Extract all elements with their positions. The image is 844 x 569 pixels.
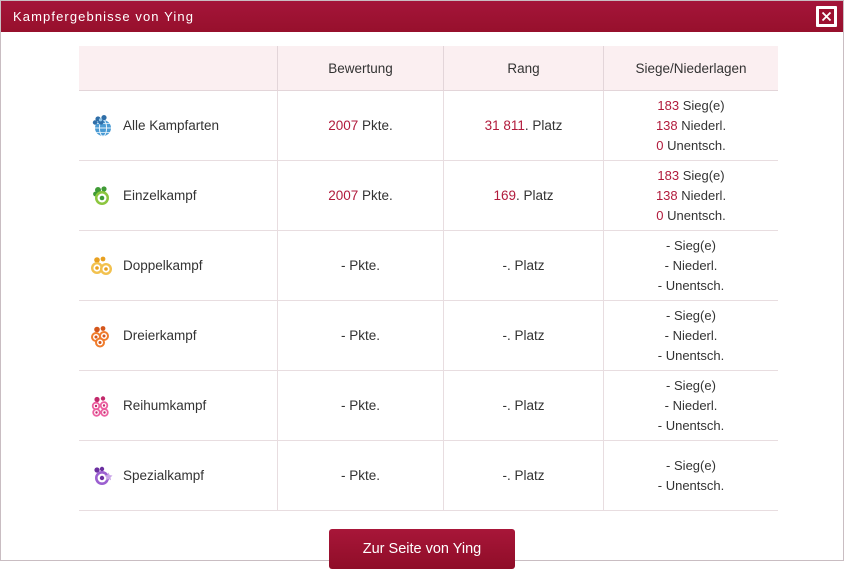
row-bewertung-cell: [278, 441, 444, 511]
row-siege-niederlagen-cell: [604, 161, 779, 231]
row-bewertung-cell: [278, 161, 444, 231]
rang-value: -: [502, 398, 507, 413]
round-robin-icon: [89, 393, 115, 419]
siege-label: Sieg(e): [674, 377, 716, 393]
row-rang-cell: [444, 91, 604, 161]
row-bewertung-cell: [278, 301, 444, 371]
rang-value: -: [502, 468, 507, 483]
rang-value: 31 811: [484, 118, 525, 133]
bewertung-unit: Pkte.: [362, 188, 393, 203]
rang-value: 169: [493, 188, 516, 203]
dialog-title: Kampfergebnisse von Ying: [13, 9, 195, 24]
niederlagen-label: Niederl.: [672, 257, 718, 273]
row-rang-cell: [444, 371, 604, 441]
triple-combat-icon: [89, 323, 115, 349]
siege-label: Sieg(e): [674, 307, 716, 323]
single-combat-icon: [89, 183, 115, 209]
niederlagen-value: 138: [655, 187, 678, 203]
rang-value: -: [502, 258, 507, 273]
bewertung-value: 2007: [328, 118, 359, 133]
bewertung-value: -: [340, 398, 346, 413]
results-table: [79, 46, 778, 511]
rang-unit: . Platz: [516, 188, 554, 203]
row-siege-niederlagen-cell: [604, 441, 779, 511]
special-combat-icon: [89, 463, 115, 489]
row-type-label: Einzelkampf: [123, 188, 197, 203]
bewertung-unit: Pkte.: [349, 468, 381, 483]
siege-label: Sieg(e): [674, 457, 716, 473]
niederlagen-label: Niederl.: [681, 117, 727, 133]
siege-value: -: [666, 457, 671, 473]
row-rang-cell: [444, 441, 604, 511]
siege-value: -: [666, 377, 671, 393]
table-row: [79, 371, 778, 441]
bewertung-unit: Pkte.: [349, 328, 381, 343]
close-icon[interactable]: [816, 6, 837, 27]
unentschieden-value: -: [657, 347, 663, 363]
column-header-siege-niederlagen: Siege/Niederlagen: [604, 46, 779, 91]
dialog-body: [1, 32, 843, 569]
double-combat-icon: [89, 253, 115, 279]
niederlagen-value: -: [657, 477, 663, 493]
row-type-label: Dreierkampf: [123, 328, 197, 343]
row-siege-niederlagen-cell: [604, 231, 779, 301]
table-row: [79, 91, 778, 161]
row-siege-niederlagen-cell: [604, 301, 779, 371]
bewertung-unit: Pkte.: [362, 118, 393, 133]
column-header-type: [79, 46, 278, 91]
niederlagen-label: Niederl.: [681, 187, 727, 203]
unentschieden-label: Unentsch.: [665, 347, 725, 363]
niederlagen-value: 138: [655, 117, 678, 133]
table-header-row: [79, 46, 778, 91]
unentschieden-label: Unentsch.: [665, 277, 725, 293]
row-rang-cell: [444, 301, 604, 371]
bewertung-value: -: [340, 258, 346, 273]
niederlagen-value: -: [664, 327, 669, 343]
rang-unit: . Platz: [506, 328, 545, 343]
row-bewertung-cell: [278, 91, 444, 161]
unentschieden-value: 0: [656, 137, 664, 153]
row-type-label: Alle Kampfarten: [123, 118, 220, 133]
row-type-cell: [79, 231, 278, 301]
niederlagen-label: Niederl.: [672, 327, 718, 343]
bewertung-unit: Pkte.: [349, 258, 381, 273]
row-type-label: Spezialkampf: [123, 468, 205, 483]
rang-unit: . Platz: [506, 398, 545, 413]
siege-value: 183: [657, 97, 680, 113]
bewertung-value: -: [340, 468, 346, 483]
unentschieden-label: Unentsch.: [667, 207, 726, 223]
siege-value: -: [666, 237, 671, 253]
table-row: [79, 161, 778, 231]
row-rang-cell: [444, 161, 604, 231]
niederlagen-value: -: [664, 257, 669, 273]
unentschieden-label: Unentsch.: [665, 417, 725, 433]
unentschieden-label: Unentsch.: [667, 137, 726, 153]
table-row: [79, 441, 778, 511]
row-siege-niederlagen-cell: [604, 371, 779, 441]
row-type-cell: [79, 91, 278, 161]
row-type-cell: [79, 301, 278, 371]
row-type-label: Doppelkampf: [123, 258, 203, 273]
unentschieden-value: -: [657, 417, 663, 433]
rang-unit: . Platz: [524, 118, 563, 133]
row-bewertung-cell: [278, 371, 444, 441]
row-type-cell: [79, 441, 278, 511]
table-row: [79, 231, 778, 301]
rang-unit: . Platz: [506, 258, 545, 273]
siege-label: Sieg(e): [682, 167, 725, 183]
table-row: [79, 301, 778, 371]
globe-icon: [89, 113, 115, 139]
niederlagen-label: Unentsch.: [665, 477, 725, 493]
dialog-footer: [79, 511, 765, 569]
row-siege-niederlagen-cell: [604, 91, 779, 161]
unentschieden-value: 0: [656, 207, 664, 223]
column-header-bewertung: Bewertung: [278, 46, 444, 91]
siege-value: -: [666, 307, 671, 323]
siege-label: Sieg(e): [674, 237, 716, 253]
row-type-cell: [79, 371, 278, 441]
profile-link-button[interactable]: Zur Seite von Ying: [329, 529, 516, 569]
column-header-rang: Rang: [444, 46, 604, 91]
row-bewertung-cell: [278, 231, 444, 301]
row-type-label: Reihumkampf: [123, 398, 207, 413]
bewertung-unit: Pkte.: [349, 398, 381, 413]
siege-label: Sieg(e): [682, 97, 725, 113]
unentschieden-value: -: [657, 277, 663, 293]
rang-value: -: [502, 328, 507, 343]
row-rang-cell: [444, 231, 604, 301]
bewertung-value: -: [340, 328, 346, 343]
niederlagen-value: -: [664, 397, 669, 413]
rang-unit: . Platz: [506, 468, 545, 483]
siege-value: 183: [657, 167, 680, 183]
row-type-cell: [79, 161, 278, 231]
niederlagen-label: Niederl.: [672, 397, 718, 413]
dialog-titlebar: [1, 1, 843, 32]
bewertung-value: 2007: [328, 188, 359, 203]
